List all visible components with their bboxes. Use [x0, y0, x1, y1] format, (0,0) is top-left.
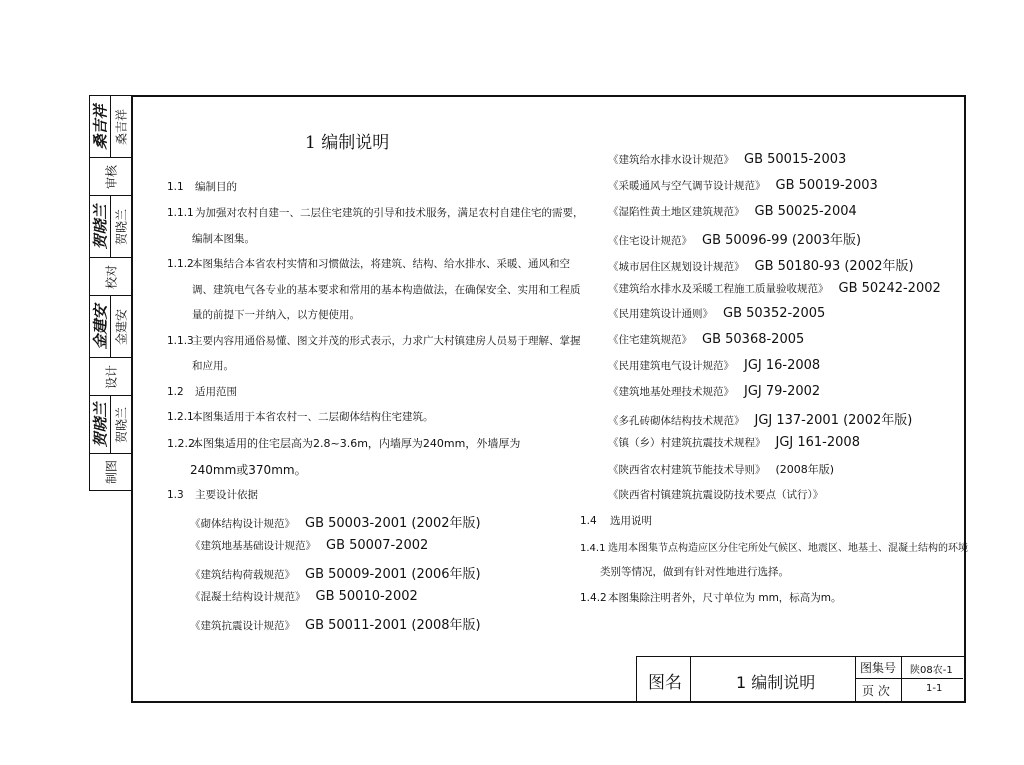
standard-name: 《建筑地基处理技术规范》 — [608, 386, 734, 398]
standard-code: JGJ 161-2008 — [775, 435, 860, 450]
standard-code: GB 50010-2002 — [315, 589, 418, 604]
section-line — [167, 205, 584, 220]
signature-drafting: 贺晓兰 — [91, 401, 110, 448]
sidebar-role-label: 审核 — [104, 164, 118, 189]
section-text: 编制本图集。 — [192, 233, 255, 245]
section-number: 1.2 — [167, 386, 184, 398]
section-number: 1.1.1 — [167, 207, 194, 219]
section-number: 1.2.2 — [167, 437, 195, 450]
section-text: 选用本图集节点构造应区分住宅所处气候区、地震区、地基土、混凝土结构的环境 — [608, 543, 968, 554]
standard-item — [608, 384, 820, 399]
standard-name: 《建筑结构荷载规范》 — [190, 569, 295, 581]
standard-code: GB 50019-2003 — [775, 178, 878, 193]
section-line — [192, 231, 255, 246]
drawing-name-label: 图名 — [648, 673, 682, 693]
standard-name: 《混凝土结构设计规范》 — [190, 591, 306, 603]
standard-code: GB 50242-2002 — [838, 281, 941, 296]
standard-name: 《建筑给水排水设计规范》 — [608, 154, 734, 166]
sidebar-name-design: 金建安 — [114, 308, 129, 345]
title-block-label-cell — [637, 657, 691, 701]
standard-item — [608, 178, 878, 193]
section-number: 1.1.3 — [167, 335, 194, 347]
standard-name: 《城市居住区规划设计规范》 — [608, 261, 745, 273]
sidebar-role-review — [90, 158, 131, 196]
section-number: 1.4.1 — [580, 543, 606, 554]
section-text: 编制目的 — [195, 181, 237, 193]
set-number: 陕08农-1 — [910, 665, 953, 676]
standard-item — [608, 332, 804, 347]
section-line — [190, 461, 307, 478]
signature-proofread: 贺晓兰 — [91, 203, 110, 250]
section-line — [167, 333, 581, 348]
standard-name: 《陕西省村镇建筑抗震设防技术要点（试行）》 — [608, 489, 824, 501]
section-number: 1.2.1 — [167, 411, 194, 423]
drawing-name-cell — [691, 657, 856, 701]
standard-code: (2008年版) — [775, 463, 835, 476]
section-line — [167, 435, 520, 451]
sidebar-role-proofread — [90, 258, 131, 296]
section-number: 1.4.2 — [580, 592, 607, 604]
section-text: 主要内容用通俗易懂、图文并茂的形式表示，力求广大村镇建房人员易于理解、掌握 — [192, 335, 581, 347]
sidebar-role-label: 设计 — [104, 364, 118, 389]
sidebar-name-proofread: 贺晓兰 — [114, 208, 129, 245]
set-number-label-cell — [856, 657, 902, 679]
standard-item — [190, 563, 481, 582]
standard-code: GB 50015-2003 — [744, 152, 847, 167]
standard-item — [608, 461, 834, 477]
page-number: 1-1 — [926, 683, 943, 694]
section-line — [167, 256, 570, 271]
section-line — [580, 590, 842, 605]
section-line — [580, 513, 652, 528]
section-line — [167, 487, 258, 502]
standard-item — [608, 487, 833, 502]
standard-name: 《建筑给水排水及采暖工程施工质量验收规范》 — [608, 283, 829, 295]
standard-item — [608, 435, 860, 450]
standard-code: GB 50368-2005 — [702, 332, 805, 347]
sidebar-row-review — [90, 96, 131, 158]
standard-name: 《民用建筑设计通则》 — [608, 308, 713, 320]
page-number-label: 页 次 — [862, 684, 890, 698]
standard-item — [608, 229, 861, 248]
standard-name: 《建筑地基基础设计规范》 — [190, 540, 316, 552]
standard-item — [190, 589, 418, 604]
section-text: 240mm或370mm。 — [190, 463, 307, 477]
standard-item — [190, 614, 481, 633]
sidebar-row-drafting — [90, 396, 131, 454]
standard-item — [608, 409, 912, 428]
standard-name: 《镇（乡）村建筑抗震技术规程》 — [608, 437, 766, 449]
standard-item — [608, 204, 857, 219]
section-text: 本图集结合本省农村实情和习惯做法，将建筑、结构、给水排水、采暖、通风和空 — [192, 258, 570, 270]
signature-design: 金建安 — [91, 303, 110, 350]
section-text: 本图集适用于本省农村一、二层砌体结构住宅建筑。 — [192, 411, 434, 423]
section-line — [167, 384, 237, 399]
section-number: 1.1.2 — [167, 258, 194, 270]
standard-code: GB 50180-93 (2002年版) — [754, 259, 914, 274]
standard-item — [608, 306, 825, 321]
sidebar-role-label: 制图 — [104, 459, 118, 485]
set-number-cell — [902, 657, 963, 679]
standard-code: GB 50011-2001 (2008年版) — [305, 618, 481, 633]
standard-name: 《多孔砖砌体结构技术规范》 — [608, 415, 745, 427]
standard-code: GB 50096-99 (2003年版) — [702, 233, 862, 248]
standard-code: JGJ 137-2001 (2002年版) — [754, 413, 913, 428]
section-text: 选用说明 — [610, 515, 652, 527]
section-text: 为加强对农村自建一、二层住宅建筑的引导和技术服务，满足农村自建住宅的需要， — [195, 207, 584, 219]
standard-item — [190, 538, 428, 553]
sidebar-name-review: 桑吉祥 — [114, 108, 129, 145]
standard-name: 《砌体结构设计规范》 — [190, 518, 295, 530]
section-text: 调、建筑电气各专业的基本要求和常用的基本构造做法，在确保安全、实用和工程质 — [192, 284, 581, 296]
sidebar-role-design — [90, 358, 131, 396]
set-number-label: 图集号 — [860, 661, 897, 675]
section-line — [167, 409, 434, 424]
standard-name: 《采暖通风与空气调节设计规范》 — [608, 180, 766, 192]
drawing-name: 1 编制说明 — [736, 673, 816, 692]
section-number: 1.3 — [167, 489, 184, 501]
standard-code: GB 50352-2005 — [723, 306, 826, 321]
standard-name: 《住宅建筑规范》 — [608, 334, 692, 346]
section-text: 量的前提下一并纳入，以方便使用。 — [192, 309, 360, 321]
page-title: 1 编制说明 — [305, 133, 390, 153]
section-line — [192, 358, 234, 373]
sidebar-name-drafting: 贺晓兰 — [114, 406, 129, 443]
section-line — [192, 307, 360, 322]
standard-code: GB 50003-2001 (2002年版) — [305, 516, 481, 531]
standard-code: GB 50025-2004 — [754, 204, 857, 219]
sidebar-role-label: 校对 — [104, 264, 118, 289]
page-number-cell — [902, 679, 963, 701]
standard-code: GB 50007-2002 — [326, 538, 429, 553]
standard-name: 《湿陷性黄土地区建筑规范》 — [608, 206, 745, 218]
standard-code: GB 50009-2001 (2006年版) — [305, 567, 481, 582]
section-text: 本图集除注明者外，尺寸单位为 mm，标高为m。 — [608, 592, 842, 604]
standard-item — [608, 358, 820, 373]
section-text: 本图集适用的住宅层高为2.8~3.6m，内墙厚为240mm，外墙厚为 — [192, 437, 521, 450]
section-line — [192, 282, 581, 297]
signature-strip — [89, 95, 132, 491]
sidebar-role-drafting — [90, 454, 131, 490]
section-text: 适用范围 — [195, 386, 237, 398]
standard-name: 《住宅设计规范》 — [608, 235, 692, 247]
standard-name: 《建筑抗震设计规范》 — [190, 620, 295, 632]
sidebar-row-design — [90, 296, 131, 358]
signature-review: 桑吉祥 — [91, 103, 110, 150]
section-number: 1.4 — [580, 515, 597, 527]
standard-item — [608, 152, 846, 167]
standard-item — [608, 281, 941, 296]
section-text: 和应用。 — [192, 360, 234, 372]
standard-name: 《民用建筑电气设计规范》 — [608, 360, 734, 372]
standard-name: 《陕西省农村建筑节能技术导则》 — [608, 464, 766, 476]
section-text: 类别等情况，做到有针对性地进行选择。 — [600, 566, 789, 578]
section-text: 主要设计依据 — [195, 489, 258, 501]
standard-code: JGJ 16-2008 — [744, 358, 821, 373]
page-number-label-cell — [856, 679, 902, 701]
section-number: 1.1 — [167, 181, 184, 193]
section-line — [167, 179, 237, 194]
standard-item — [190, 512, 481, 531]
section-line — [580, 539, 968, 554]
section-line — [600, 564, 789, 579]
standard-item — [608, 255, 914, 274]
title-block — [636, 656, 965, 702]
standard-code: JGJ 79-2002 — [744, 384, 821, 399]
sidebar-row-proofread — [90, 196, 131, 258]
